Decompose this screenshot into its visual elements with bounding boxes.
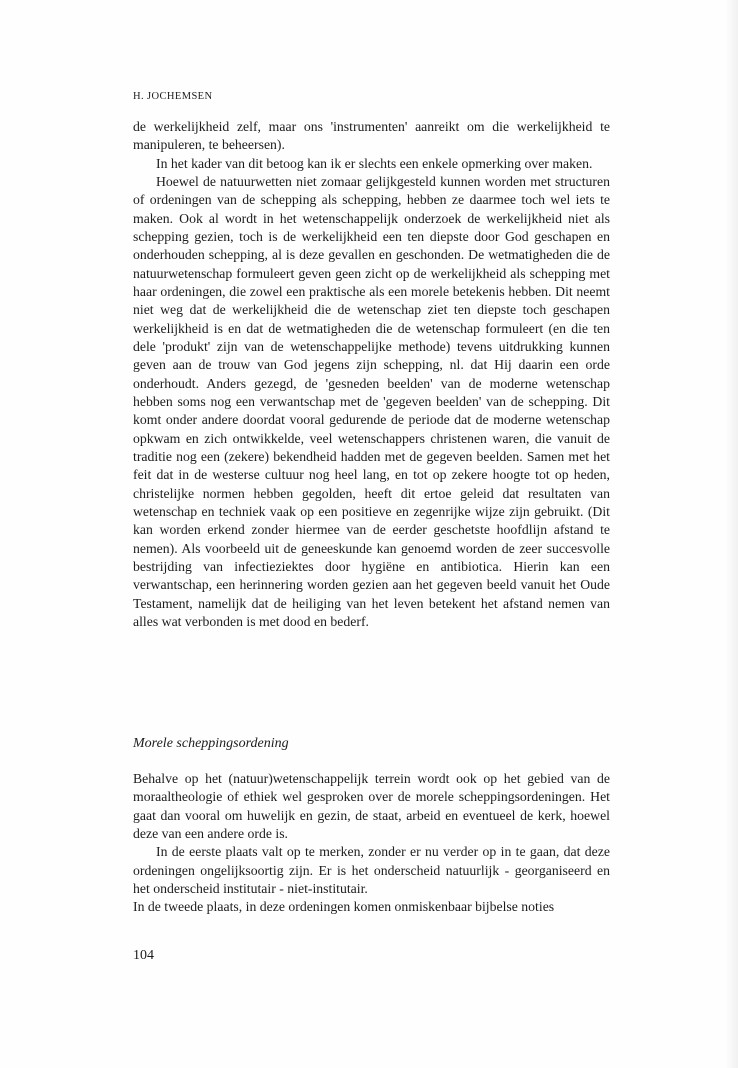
page-edge-shadow: [724, 0, 738, 1068]
running-head: H. JOCHEMSEN: [133, 91, 213, 102]
paragraph: Behalve op het (natuur)wetenschappelijk terrein wordt ook op het gebied van de moraaltheologie of ethiek wel gesproken over de morele scheppingsordeningen. Het gaat dan vooral om huwelijk en gezin, de staat, arbeid en eventueel de kerk, hoewel deze van een andere orde is.: [133, 771, 610, 841]
paragraph: Hoewel de natuurwetten niet zomaar gelijkgesteld kunnen worden met structuren of ordeningen van de schepping als schepping, hebben ze daarmee toch wel iets te maken. Ook al wordt in het wetenschappelijk onderzoek de werkelijkheid niet als schepping gezien, toch is de werkelijkheid een ten diepste door God geschapen en onderhouden schepping, al is deze gevallen en geschonden. De wetmatigheden die de natuurwetenschap formuleert geven geen zicht op de werkelijkheid als schepping met haar ordeningen, die zowel een praktische als een morele betekenis hebben. Dit neemt niet weg dat de werkelijkheid die de wetenschap ziet ten diepste toch geschapen werkelijkheid is en dat de wetmatigheden die de wetenschap formuleert (en die ten dele 'produkt' zijn van de wetenschappelijke methode) tevens uitdrukking kunnen geven aan de trouw van God jegens zijn schepping, nl. dat Hij daarin een orde onderhoudt. Anders gezegd, de 'gesneden beelden' van de moderne wetenschap hebben soms nog een verwantschap met de 'gegeven beelden' van de schepping. Dit komt onder andere doordat vooral gedurende de periode dat de moderne wetenschap opkwam en zich ontwikkelde, veel wetenschappers christenen waren, die vanuit de traditie nog een (zekere) bekendheid hadden met de gegeven beelden. Samen met het feit dat in de westerse cultuur nog heel lang, en tot op zekere hoogte tot op heden, christelijke normen hebben gegolden, heeft dit ertoe geleid dat resultaten van wetenschap en techniek vaak op een positieve en zegenrijke wijze zijn gebruikt. (Dit kan worden erkend zonder hiermee van de eerder geschetste hoofdlijn afstand te nemen). Als voorbeeld uit de geneeskunde kan genoemd worden de zeer succesvolle bestrijding van infectieziektes door hygiëne en antibiotica. Hierin kan een verwantschap, een herinnering worden gezien aan het gegeven beeld vanuit het Oude Testament, namelijk dat de heiliging van het leven betekent het afstand nemen van alles wat verbonden is met dood en bederf.: [133, 173, 610, 629]
body-text-section-1: [133, 118, 610, 631]
paragraph: In het kader van dit betoog kan ik er slechts een enkele opmerking over maken.: [156, 155, 593, 171]
section-heading: Morele scheppingsordening: [133, 736, 289, 751]
paragraph: In de eerste plaats valt op te merken, zonder er nu verder op in te gaan, dat deze ordeningen ongelijksoortig zijn. Er is het onderscheid natuurlijk - georganiseerd en het onderscheid institutair - niet-institutair.: [133, 844, 610, 896]
body-text-section-2: [133, 770, 610, 917]
page-number: 104: [133, 948, 154, 963]
paragraph-continuation: de werkelijkheid zelf, maar ons 'instrumenten' aanreikt om die werkelijkheid te manipuleren, te beheersen).: [133, 119, 610, 153]
paragraph: In de tweede plaats, in deze ordeningen komen onmiskenbaar bijbelse noties: [133, 899, 555, 915]
